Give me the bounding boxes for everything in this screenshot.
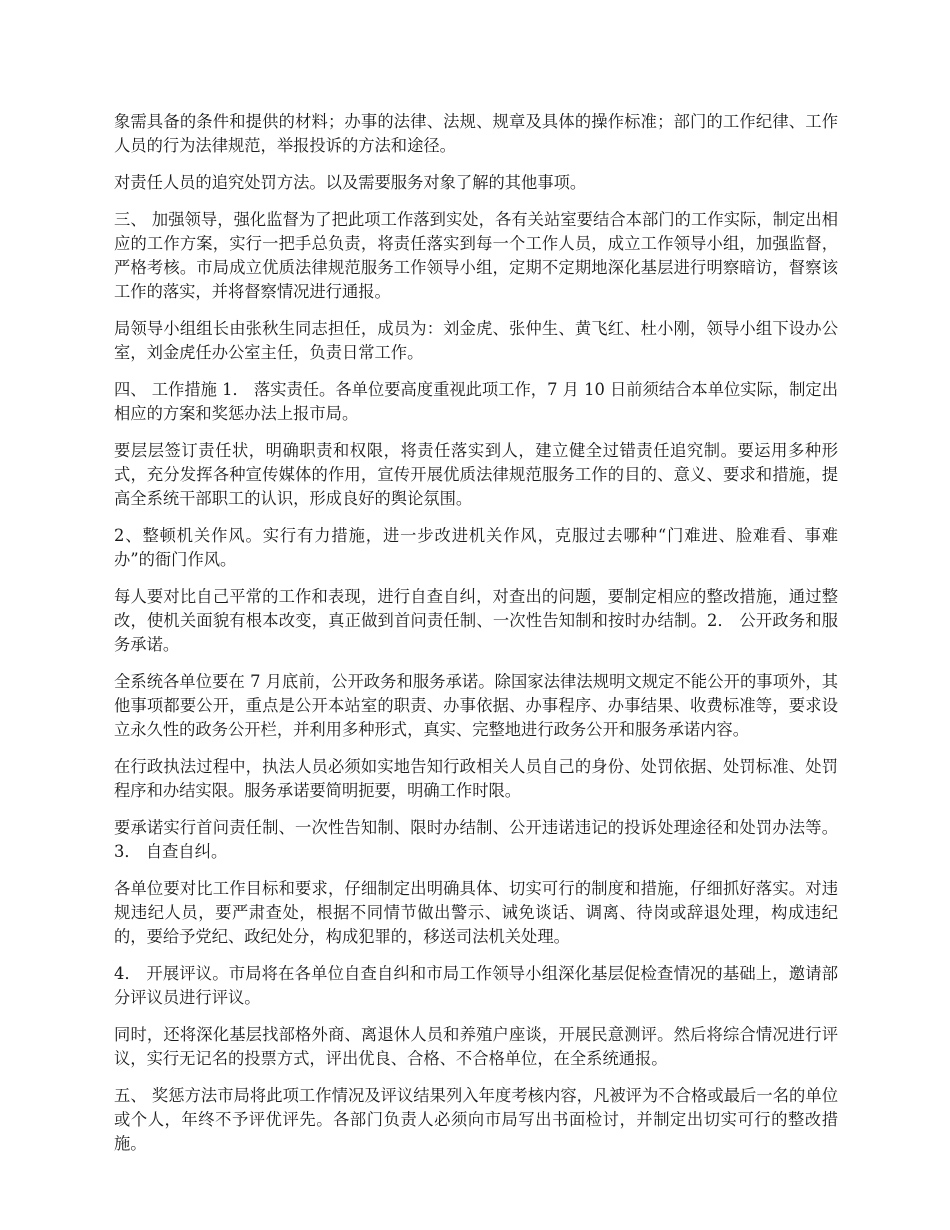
paragraph: 4． 开展评议。市局将在各单位自查自纠和市局工作领导小组深化基层促检查情况的基础上，邀请部分评议员进行评议。 [114,964,838,1007]
paragraph: 2、整顿机关作风。实行有力措施，进一步改进机关作风，克服过去哪种“门难进、脸难看、事难办”的衙门作风。 [114,526,838,569]
paragraph: 局领导小组组长由张秋生同志担任，成员为：刘金虎、张仲生、黄飞红、杜小刚，领导小组下设办公室，刘金虎任办公室主任，负责日常工作。 [114,319,838,362]
paragraph: 象需具备的条件和提供的材料；办事的法律、法规、规章及具体的操作标准；部门的工作纪律、工作人员的行为法律规范，举报投诉的方法和途径。 [114,112,838,155]
paragraph: 对责任人员的追究处罚方法。以及需要服务对象了解的其他事项。 [114,173,587,192]
paragraph: 三、 加强领导，强化监督为了把此项工作落到实处，各有关站室要结合本部门的工作实际，制定出相应的工作方案，实行一把手总负责，将责任落实到每一个工作人员，成立工作领导小组，加强监督，严格考核。市局成立优质法律规范服务工作领导小组，定期不定期地深化基层进行明察暗访，督察该工作的落实，并将督察情况进行通报。 [114,210,838,301]
paragraph: 各单位要对比工作目标和要求，仔细制定出明确具体、切实可行的制度和措施，仔细抓好落实。对违规违纪人员，要严肃查处，根据不同情节做出警示、诫免谈话、调离、待岗或辞退处理，构成违纪的，要给予党纪、政纪处分，构成犯罪的，移送司法机关处理。 [114,879,838,946]
paragraph: 五、 奖惩方法市局将此项工作情况及评议结果列入年度考核内容，凡被评为不合格或最后一名的单位或个人，年终不予评优评先。各部门负责人必须向市局写出书面检讨，并制定出切实可行的整改措施。 [114,1086,838,1153]
paragraph: 要层层签订责任状，明确职责和权限，将责任落实到人，建立健全过错责任追究制。要运用多种形式，充分发挥各种宣传媒体的作用，宣传开展优质法律规范服务工作的目的、意义、要求和措施，提高全系统干部职工的认识，形成良好的舆论氛围。 [114,441,838,508]
paragraph: 同时，还将深化基层找部格外商、离退休人员和养殖户座谈，开展民意测评。然后将综合情况进行评议，实行无记名的投票方式，评出优良、合格、不合格单位，在全系统通报。 [114,1025,838,1068]
paragraph: 每人要对比自己平常的工作和表现，进行自查自纠，对查出的问题，要制定相应的整改措施，通过整改，使机关面貌有根本改变，真正做到首问责任制、一次性告知制和按时办结制。2． 公开政务和服务承诺。 [114,587,838,654]
paragraph: 四、 工作措施 1． 落实责任。各单位要高度重视此项工作，7 月 10 日前须结合本单位实际，制定出相应的方案和奖惩办法上报市局。 [114,380,838,423]
paragraph: 全系统各单位要在 7 月底前，公开政务和服务承诺。除国家法律法规明文规定不能公开的事项外，其他事项都要公开，重点是公开本站室的职责、办事依据、办事程序、办事结果、收费标准等，要求设立永久性的政务公开栏，并利用多种形式，真实、完整地进行政务公开和服务承诺内容。 [114,672,838,739]
paragraph: 要承诺实行首问责任制、一次性告知制、限时办结制、公开违诺违记的投诉处理途径和处罚办法等。3． 自查自纠。 [114,818,838,861]
paragraph: 在行政执法过程中，执法人员必须如实地告知行政相关人员自己的身份、处罚依据、处罚标准、处罚程序和办结实限。服务承诺要简明扼要，明确工作时限。 [114,757,838,800]
